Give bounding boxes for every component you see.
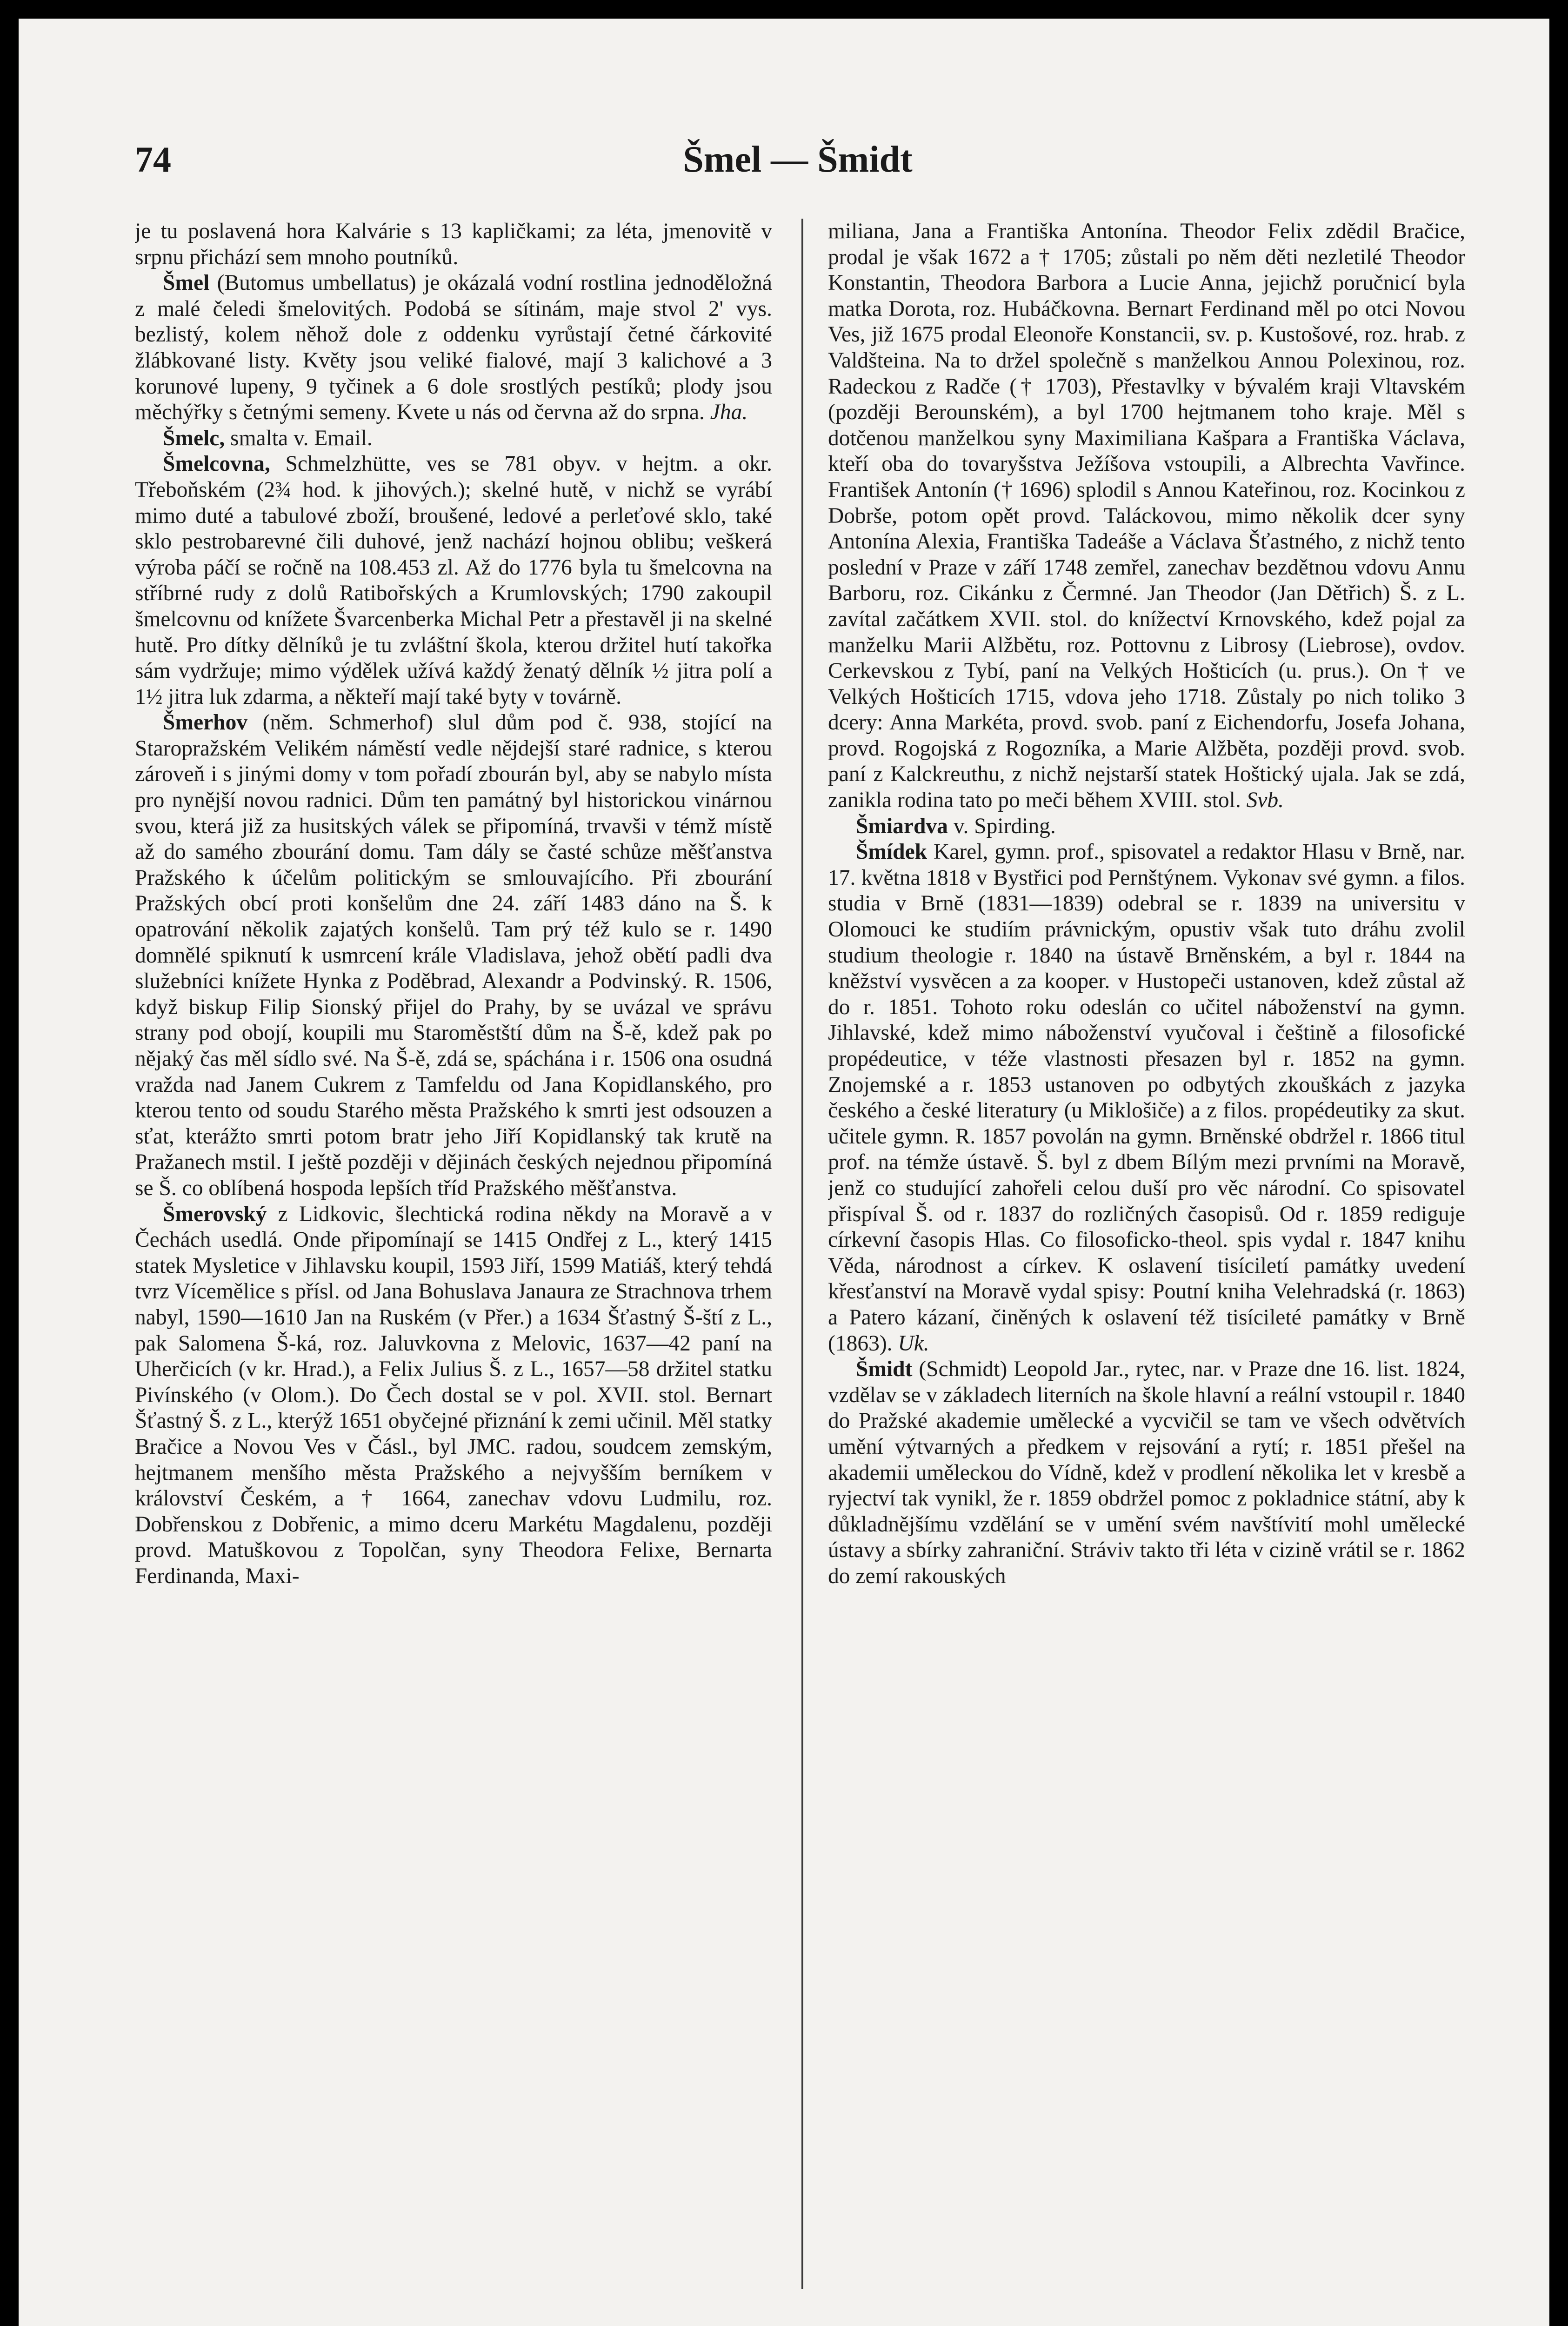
entry-text: v. Spirding. (947, 814, 1056, 838)
headword: Šmerhov (163, 710, 248, 735)
entry-smelcovna (135, 451, 772, 710)
right-para-0 (828, 219, 1465, 814)
author-signature: Uk. (898, 1331, 929, 1356)
headword: Šmidt (856, 1357, 913, 1382)
entry-smerhov (135, 710, 772, 1201)
entry-smiardva (828, 814, 1465, 840)
right-column (828, 219, 1465, 2326)
entry-smelc (135, 426, 772, 452)
dictionary-page (19, 19, 1549, 2326)
headword: Šmiardva (856, 814, 948, 838)
running-head: Šmel — Šmidt (683, 139, 913, 180)
entry-text: Schmelzhütte, ves se 781 obyv. v hejtm. a okr. Třeboňském (2¾ hod. k jihových.); skelné hutě, v nichž se vyrábí mimo duté a tabulové zboží, broušené, ledové a perleťové sklo, také sklo pestrobarevné čili duhové, jenž nachází hojnou oblibu; veškerá výroba páčí se ročně na 108.453 zl. Až do 1776 byla tu šmelcovna na stříbrné rudy z dolů Ratibořských a Krumlovských; 1790 zakoupil šmelcovnu od knížete Švarcenberka Michal Petr a přestavěl ji na skelné hutě. Pro dítky dělníků je tu zvláštní škola, kterou držitel hutí takořka sám vydržuje; mimo výdělek užívá každý ženatý dělník ½ jitra polí a 1½ jitra luk zdarma, a někteří mají také byty v továrně. (135, 452, 772, 709)
entry-smidt (828, 1357, 1465, 1589)
entry-text: miliana, Jana a Františka Antonína. Theodor Felix zdědil Bračice, prodal je však 1672 a † 1705; zůstali po něm děti nezletilé Theodor Konstantin, Theodora Barbora a Lucie Anna, jejichž poručnicí byla matka Dorota, roz. Hubáčkovna. Bernart Ferdinand měl po otci Novou Ves, již 1675 prodal Eleonoře Konstancii, sv. p. Kustošové, roz. hrab. z Valdšteina. Na to držel společně s manželkou Annou Polexinou, roz. Radeckou z Radče († 1703), Přestavlky v bývalém kraji Vltavském (později Berounském), a byl 1700 hejtmanem toho kraje. Měl s dotčenou manželkou syny Maximiliana Kašpara a Františka Václava, kteří oba do tovaryšstva Ježíšova vstoupili, a Albrechta Vavřince. František Antonín († 1696) splodil s Annou Kateřinou, roz. Kocinkou z Dobrše, potom opět provd. Taláckovou, mimo několik dcer syny Antonína Alexia, Františka Tadeáše a Václava Šťastného, z nichž tento poslední v Praze v září 1748 zemřel, zanechav bezdětnou vdovu Annu Barboru, roz. Cikánku z Čermné. Jan Theodor (Jan Dětřich) Š. z L. zavítal začátkem XVII. stol. do knížectví Krnovského, kdež pojal za manželku Marii Alžbětu, roz. Pottovnu z Librosy (Liebrose), ovdov. Cerkevskou z Tybí, paní na Velkých Hošticích (u. prus.). On † ve Velkých Hošticích 1715, vdova jeho 1718. Zůstaly po nich toliko 3 dcery: Anna Markéta, provd. svob. paní z Eichendorfu, Josefa Johana, provd. Rogojská z Rogozníka, a Marie Alžběta, později provd. svob. paní z Kalckreuthu, z nichž nejstarší statek Hoštický ujala. Jak se zdá, zanikla rodina tato po meči během XVIII. stol. (828, 219, 1465, 813)
entry-smidek (828, 839, 1465, 1357)
author-signature: Jha. (710, 400, 748, 425)
left-para-0 (135, 219, 772, 270)
entry-text: z Lidkovic, šlechtická rodina někdy na Moravě a v Čechách usedlá. Onde připomínají se 1415 Ondřej z L., který 1415 statek Mysletice v Jihlavsku koupil, 1593 Jiří, 1599 Matiáš, který tehdá tvrz Vícemělice s přísl. od Jana Bohuslava Janaura ze Strachnova trhem nabyl, 1590—1610 Jan na Ruském (v Přer.) a 1634 Šťastný Š-ští z L., pak Salomena Š-ká, roz. Jaluvkovna z Melovic, 1637—42 paní na Uherčicích (v kr. Hrad.), a Felix Julius Š. z L., 1657—58 držitel statku Pivínského (v Olom.). Do Čech dostal se v pol. XVII. stol. Bernart Šťastný Š. z L., kterýž 1651 obyčejné přiznání k zemi učinil. Měl statky Bračice a Novou Ves v Čásl., byl JMC. radou, soudcem zemským, hejtmanem menšího města Pražského a nejvyšším berníkem v království Českém, a † 1664, zanechav vdovu Ludmilu, roz. Dobřenskou z Dobřenic, a mimo dceru Markétu Magdalenu, později provd. Matuškovou z Topolčan, syny Theodora Felixe, Bernarta Ferdinanda, Maxi- (135, 1202, 772, 1588)
headword: Šmelcovna, (163, 452, 270, 476)
headword: Šmel (163, 271, 210, 295)
entry-smerovsky (135, 1202, 772, 1590)
entry-text: Karel, gymn. prof., spisovatel a redaktor Hlasu v Brně, nar. 17. května 1818 v Bystřici pod Pernštýnem. Vykonav své gymn. a filos. studia v Brně (1831—1839) odebral se r. 1839 na universitu v Olomouci ke studiím právnickým, opustiv však tuto dráhu zvolil studium theologie r. 1840 na ústavě Brněnském, a byl r. 1844 na kněžství vysvěcen a za kooper. v Hustopeči ustanoven, kdež zůstal až do r. 1851. Tohoto roku odeslán co učitel náboženství na gymn. Jihlavské, kdež mimo náboženství vyučoval i češtině a filosofické propédeutice, v téže vlastnosti přesazen byl r. 1852 na gymn. Znojemské a r. 1853 ustanoven po odbytých zkouškách z jazyka českého a české literatury (u Miklošiče) a z filos. propédeutiky za skut. učitele gymn. R. 1857 povolán na gymn. Brněnské obdržel r. 1866 titul prof. na témže ústavě. Š. byl z dbem Bílým mezi prvními na Moravě, jenž co studující zahořeli celou duší pro věc národní. Co spisovatel přispíval Š. od r. 1837 do rozličných časopisů. Od r. 1859 rediguje církevní časopis Hlas. Co filosoficko-theol. spis vydal r. 1847 knihu Věda, národnost a církev. K oslavení tisíciletí památky uvedení křesťanství na Moravě vydal spisy: Poutní kniha Velehradská (r. 1863) a Patero kázaní, činěných k oslavení též tisícileté památky v Brně (1863). (828, 840, 1465, 1356)
headword: Šmelc, (163, 426, 225, 450)
entry-text: (něm. Schmerhof) slul dům pod č. 938, stojící na Staropražském Velikém náměstí vedle nějdejší staré radnice, s kterou zároveň i s jinými domy v tom pořadí zbourán byl, aby se nabylo místa pro nynější novou radnici. Dům ten památný byl historickou vinárnou svou, která již za husitských válek se připomíná, trvavši v témž místě až do samého zbourání domu. Tam dály se časté schůze měšťanstva Pražského k účelům politickým se smlouvajícího. Při zbourání Pražských obcí proti konšelům dne 24. září 1483 dáno na Š. k opatrování několik zajatých konšelů. Tam prý též kulo se r. 1490 domnělé spiknutí k usmrcení krále Vladislava, jehož obětí padli dva služebníci knížete Hynka z Poděbrad, Alexandr a Podvinský. R. 1506, když biskup Filip Sionský přijel do Prahy, by se uvázal ve správu strany pod obojí, koupili mu Staroměstští dům na Š-ě, kdež pak po nějaký čas měl sídlo své. Na Š-ě, zdá se, spáchána i r. 1506 ona osudná vražda nad Janem Cukrem z Tamfeldu od Jana Kopidlanského, pro kterou tento od soudu Starého města Pražského k smrti jest odsouzen a sťat, kterážto smrti potom bratr jeho Jiří Kopidlanský tak krutě na Pražanech mstil. I ještě později v dějinách českých nejednou připomíná se Š. co oblíbená hospoda lepších tříd Pražského měšťanstva. (135, 710, 772, 1200)
author-signature: Svb. (1246, 788, 1284, 813)
entry-text: je tu poslavená hora Kalvárie s 13 kapličkami; za léta, jmenovitě v srpnu přichází sem mnoho poutníků. (135, 219, 772, 269)
page-header (135, 139, 1461, 190)
page-number: 74 (135, 139, 171, 180)
headword: Šmídek (856, 840, 927, 864)
entry-text: (Butomus umbellatus) je okázalá vodní rostlina jednoděložná z malé čeledi šmelovitých. Podobá se sítinám, maje stvol 2' vys. bezlistý, kolem něhož dole z oddenku vyrůstají četné čárkovité žlábkované listy. Květy jsou veliké fialové, mají 3 kalichové a 3 korunové lupeny, 9 tyčinek a 6 dole srostlých pestíků; plody jsou měchýřky s četnými semeny. Kvete u nás od června až do srpna. (135, 271, 772, 425)
entry-text: smalta v. Email. (225, 426, 373, 450)
headword: Šmerovský (163, 1202, 267, 1226)
left-column (135, 219, 772, 2326)
entry-smel (135, 270, 772, 426)
column-divider (801, 219, 803, 2289)
entry-text: (Schmidt) Leopold Jar., rytec, nar. v Praze dne 16. list. 1824, vzdělav se v základech literních na škole hlavní a reální vstoupil r. 1840 do Pražské akademie umělecké a vycvičil se tam ve všech odvětvích umění výtvarných a předkem v rejsování a rytí; r. 1851 přešel na akademii uměleckou do Vídně, kdež v prodlení několika let v kresbě a ryjectví tak vynikl, že r. 1859 obdržel pomoc z pokladnice státní, aby k důkladnějšímu vzdělání se v umění svém navštívití mohl umělecké ústavy a sbírky zahraniční. Stráviv takto tři léta v cizině vrátil se r. 1862 do zemí rakouských (828, 1357, 1465, 1588)
